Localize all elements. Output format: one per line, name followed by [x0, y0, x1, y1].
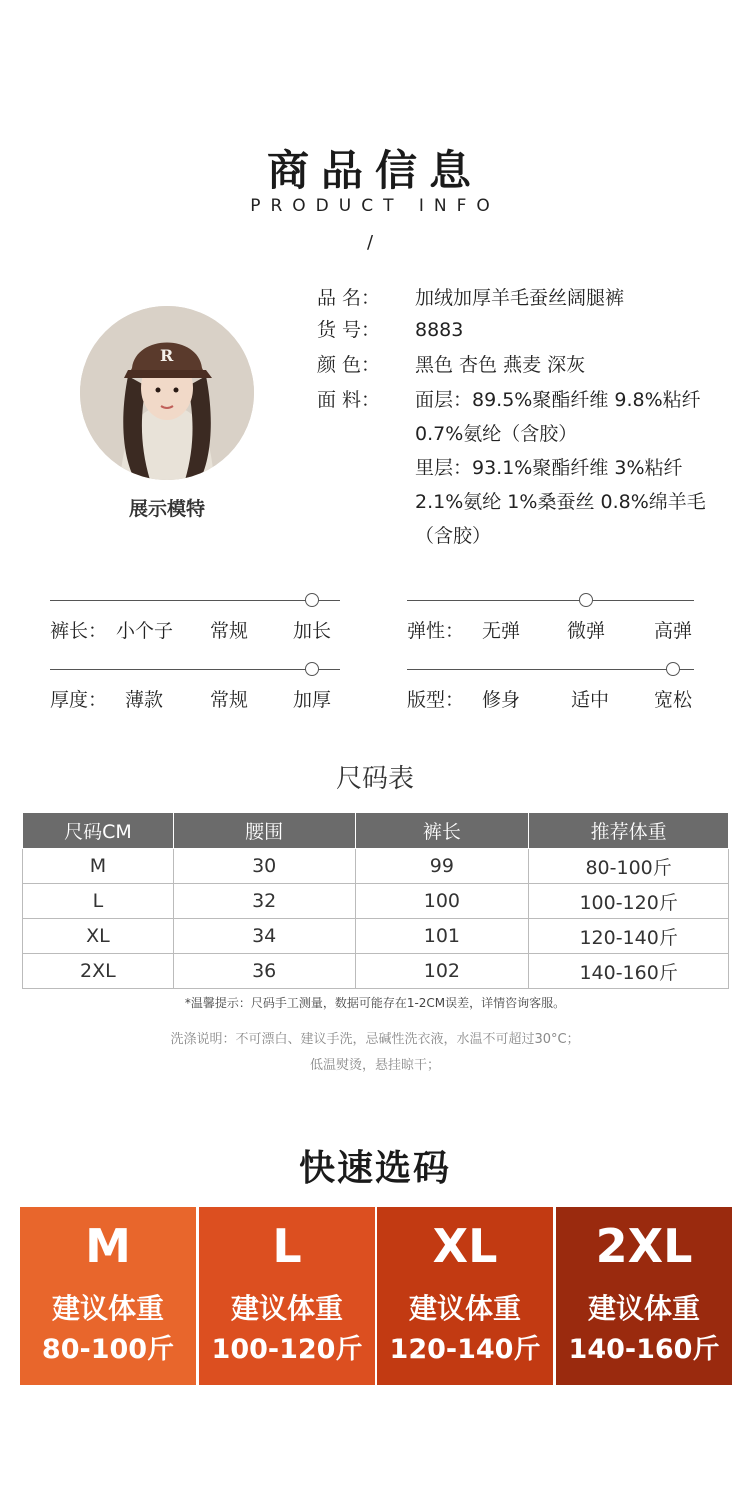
table-cell: L: [23, 884, 174, 919]
scale-track: [50, 669, 340, 670]
table-cell: M: [23, 849, 174, 884]
table-cell: 140-160斤: [529, 954, 729, 989]
table-row: [23, 919, 729, 954]
fabric-line: 面层：89.5%聚酯纤维 9.8%粘纤: [415, 389, 701, 411]
info-row-fabric: [317, 384, 387, 416]
slash-divider: /: [367, 232, 374, 253]
card-label: 建议体重: [230, 1292, 343, 1325]
scale-option: 薄款: [125, 689, 164, 711]
info-key: 品 名：: [317, 287, 381, 309]
scale-option: 常规: [210, 620, 249, 642]
scale-track: [50, 600, 340, 601]
card-label: 建议体重: [51, 1292, 164, 1325]
scale-option: 加厚: [293, 689, 332, 711]
scale-knob: [305, 593, 319, 607]
scale-key: 弹性：: [407, 620, 465, 642]
page-subtitle: PRODUCT INFO: [250, 196, 500, 216]
scale-knob: [305, 662, 319, 676]
table-cell: XL: [23, 919, 174, 954]
quick-select-title: 快速选码: [298, 1148, 451, 1189]
table-header: 推荐体重: [529, 813, 729, 849]
info-value: 8883: [415, 319, 464, 341]
table-row: [23, 954, 729, 989]
table-cell: 2XL: [23, 954, 174, 989]
scale-key: 版型：: [407, 689, 465, 711]
card-range: 100-120斤: [211, 1334, 363, 1365]
scale-option: 适中: [571, 689, 610, 711]
fabric-line: 0.7%氨纶（含胶）: [415, 423, 578, 445]
scale-option: 微弹: [567, 620, 606, 642]
info-row-color: [317, 349, 586, 381]
model-label: 展示模特: [128, 498, 205, 520]
scale-track: [407, 600, 694, 601]
scale-knob: [666, 662, 680, 676]
table-header-row: [23, 813, 729, 849]
scale-fit: [407, 659, 694, 729]
scale-elasticity: [407, 590, 694, 660]
scale-option: 高弹: [654, 620, 693, 642]
table-cell: 34: [173, 919, 355, 954]
table-cell: 36: [173, 954, 355, 989]
info-row-name: [317, 282, 625, 314]
fabric-line: （含胶）: [415, 525, 492, 547]
info-key: 颜 色：: [317, 354, 381, 376]
measurement-note: *温馨提示：尺码手工测量，数据可能存在1-2CM误差，详情咨询客服。: [184, 996, 566, 1010]
card-size: L: [272, 1219, 302, 1273]
scale-knob: [579, 593, 593, 607]
scale-thickness: [50, 659, 340, 729]
card-range: 80-100斤: [41, 1334, 175, 1365]
table-header: 裤长: [355, 813, 529, 849]
card-range: 140-160斤: [568, 1334, 720, 1365]
model-photo-icon: [80, 306, 254, 480]
scale-track: [407, 669, 694, 670]
table-header: 尺码CM: [23, 813, 174, 849]
table-cell: 100: [355, 884, 529, 919]
fabric-line: 2.1%氨纶 1%桑蚕丝 0.8%绵羊毛: [415, 491, 706, 513]
table-header: 腰围: [173, 813, 355, 849]
scale-option: 宽松: [654, 689, 693, 711]
page-title: 商品信息: [266, 146, 483, 195]
table-cell: 80-100斤: [529, 849, 729, 884]
scale-option: 常规: [210, 689, 249, 711]
table-row: [23, 849, 729, 884]
table-cell: 100-120斤: [529, 884, 729, 919]
table-cell: 101: [355, 919, 529, 954]
card-label: 建议体重: [587, 1292, 700, 1325]
table-cell: 32: [173, 884, 355, 919]
model-avatar: [80, 306, 254, 480]
table-cell: 99: [355, 849, 529, 884]
table-cell: 120-140斤: [529, 919, 729, 954]
size-card-l[interactable]: [199, 1207, 375, 1385]
size-card-2xl[interactable]: [556, 1207, 732, 1385]
card-size: 2XL: [595, 1219, 693, 1273]
size-table-title: 尺码表: [335, 764, 414, 794]
card-range: 120-140斤: [389, 1334, 541, 1365]
scale-key: 裤长：: [50, 620, 108, 642]
scale-option: 小个子: [116, 620, 174, 642]
size-table: [22, 812, 729, 989]
table-row: [23, 884, 729, 919]
svg-text:R: R: [160, 346, 174, 365]
wash-instructions-cont: 低温熨烫，悬挂晾干；: [309, 1058, 440, 1073]
scale-key: 厚度：: [50, 689, 108, 711]
card-size: XL: [432, 1219, 498, 1273]
info-key: 面 料：: [317, 389, 381, 411]
info-value: 黑色 杏色 燕麦 深灰: [415, 354, 586, 376]
scale-length: [50, 590, 340, 660]
card-size: M: [85, 1219, 131, 1273]
scale-option: 加长: [293, 620, 332, 642]
scale-option: 无弹: [482, 620, 521, 642]
size-card-xl[interactable]: [377, 1207, 553, 1385]
table-cell: 102: [355, 954, 529, 989]
fabric-line: 里层：93.1%聚酯纤维 3%粘纤: [415, 457, 683, 479]
info-row-sku: [317, 314, 464, 346]
info-key: 货 号：: [317, 319, 381, 341]
table-cell: 30: [173, 849, 355, 884]
wash-instructions: 洗涤说明：不可漂白、建议手洗，忌碱性洗衣液，水温不可超过30°C；: [170, 1032, 580, 1047]
size-card-m[interactable]: [20, 1207, 196, 1385]
scale-option: 修身: [482, 689, 521, 711]
card-label: 建议体重: [408, 1292, 521, 1325]
info-value: 加绒加厚羊毛蚕丝阔腿裤: [415, 287, 625, 309]
